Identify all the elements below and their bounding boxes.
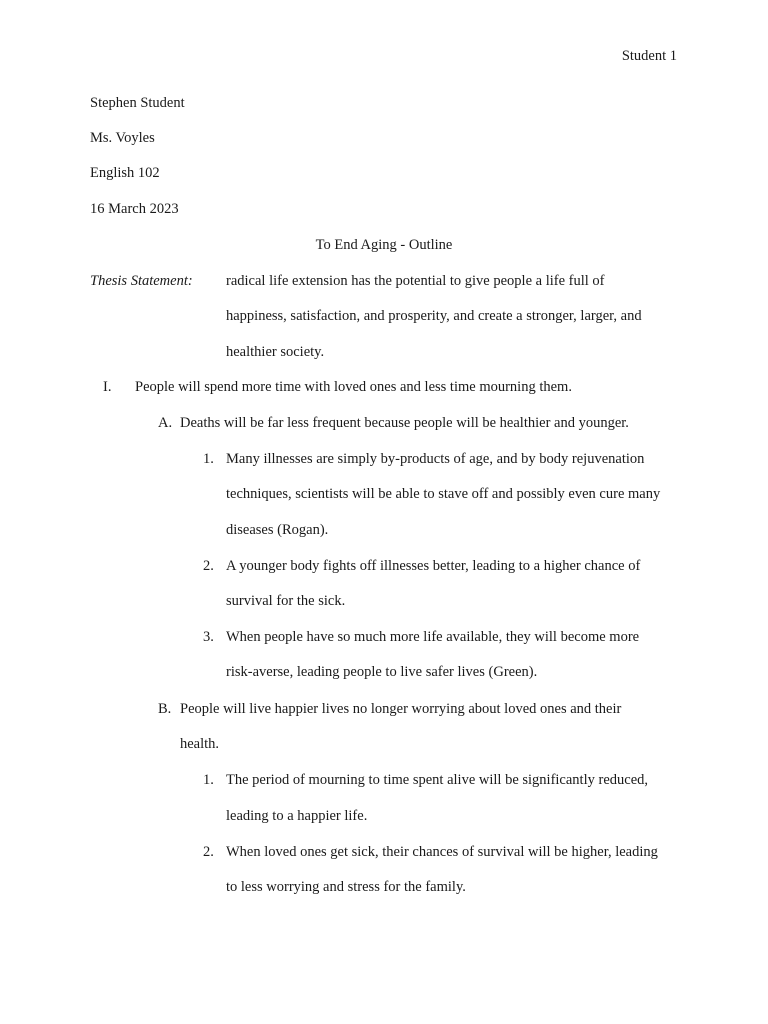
outline-line: The period of mourning to time spent alive will be significantly reduced, — [226, 772, 649, 788]
date: 16 March 2023 — [90, 201, 179, 217]
outline-point-I: People will spend more time with loved ones and less time mourning them. — [135, 379, 572, 395]
document-title: To End Aging - Outline — [315, 237, 453, 253]
thesis-line: radical life extension has the potential to give people a life full of — [226, 273, 605, 289]
outline-line: leading to a happier life. — [226, 808, 368, 824]
outline-line: survival for the sick. — [226, 593, 346, 609]
outline-marker-I: I. — [103, 379, 112, 395]
thesis-label: Thesis Statement: — [90, 273, 193, 289]
outline-point-B-cont: health. — [180, 736, 220, 752]
outline-line: to less worrying and stress for the family. — [226, 879, 466, 895]
outline-marker-A1: 1. — [203, 451, 214, 467]
instructor-name: Ms. Voyles — [90, 130, 155, 146]
outline-line: Many illnesses are simply by-products of age, and by body rejuvenation — [226, 451, 645, 467]
outline-marker-A2: 2. — [203, 558, 214, 574]
outline-line: When people have so much more life available, they will become more — [226, 629, 640, 645]
outline-line: risk-averse, leading people to live safer lives (Green). — [226, 664, 538, 680]
outline-line: diseases (Rogan). — [226, 522, 329, 538]
outline-point-A: Deaths will be far less frequent because people will be healthier and younger. — [180, 415, 629, 431]
outline-marker-A: A. — [158, 415, 173, 431]
outline-marker-B2: 2. — [203, 844, 214, 860]
course-name: English 102 — [90, 165, 160, 181]
student-name: Stephen Student — [90, 95, 185, 111]
thesis-line: healthier society. — [226, 344, 325, 360]
page-header: Student 1 — [621, 48, 677, 64]
outline-marker-B1: 1. — [203, 772, 214, 788]
thesis-line: happiness, satisfaction, and prosperity, and create a stronger, larger, and — [226, 308, 642, 324]
outline-line: When loved ones get sick, their chances of survival will be higher, leading — [226, 844, 658, 860]
outline-marker-B: B. — [158, 701, 172, 717]
outline-marker-A3: 3. — [203, 629, 214, 645]
outline-line: A younger body fights off illnesses better, leading to a higher chance of — [226, 558, 641, 574]
outline-point-B: People will live happier lives no longer worrying about loved ones and their — [180, 701, 622, 717]
outline-line: techniques, scientists will be able to stave off and possibly even cure many — [226, 486, 661, 502]
